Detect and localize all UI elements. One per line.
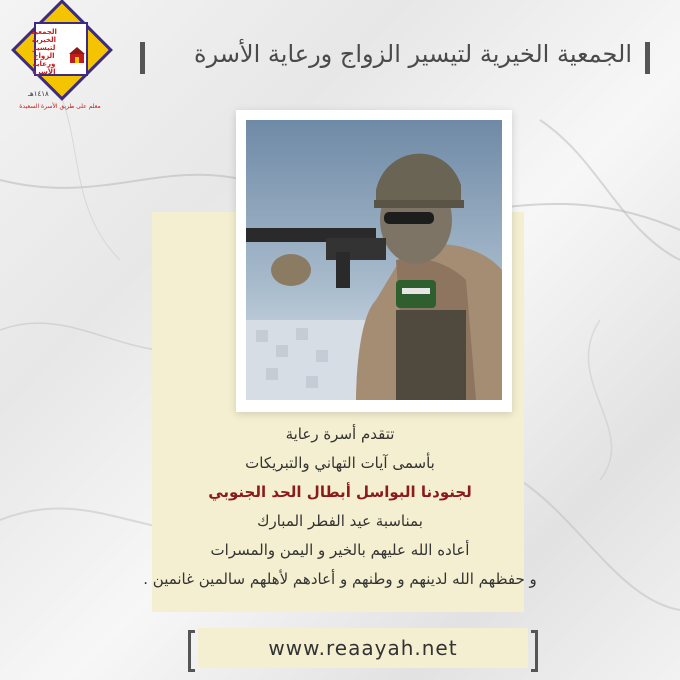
house-icon [68, 46, 86, 64]
logo-text [24, 28, 64, 76]
message-line: أعاده الله عليهم بالخير و اليمن والمسرات [210, 541, 470, 559]
greeting-message [100, 420, 580, 594]
website-footer [188, 628, 538, 668]
organization-logo [8, 8, 112, 114]
message-line: تتقدم أسرة رعاية [285, 425, 395, 443]
logo-line: الزواج [33, 52, 55, 60]
soldier-photo [246, 120, 502, 400]
page-header [140, 40, 660, 80]
page-title: الجمعية الخيرية لتيسير الزواج ورعاية الأسرة [194, 40, 632, 68]
logo-year: ١٤١٨هـ [28, 90, 49, 98]
header-bracket-right [645, 42, 650, 74]
soldier-illustration [246, 120, 502, 400]
logo-line: الأسرة [32, 68, 56, 76]
message-line: و حفظهم الله لدينهم و وطنهم و أعادهم لأهلهم سالمين غانمين . [143, 570, 537, 588]
message-line: بأسمى آيات التهاني والتبريكات [245, 454, 435, 472]
photo-frame [236, 110, 512, 412]
logo-line: الجمعية [31, 28, 57, 36]
logo-line: ورعاية [32, 60, 56, 68]
website-link[interactable]: www.reaayah.net [268, 636, 458, 660]
footer-bracket-right [531, 630, 538, 672]
header-bracket-left [140, 42, 145, 74]
logo-line: الخيرية [31, 36, 57, 44]
logo-line: لتيسير [32, 44, 56, 52]
message-line: بمناسبة عيد الفطر المبارك [257, 512, 423, 530]
message-line-highlight: لجنودنا البواسل أبطال الحد الجنوبي [208, 483, 472, 501]
logo-tagline: معلم على طريق الأسرة السعيدة [19, 103, 101, 110]
